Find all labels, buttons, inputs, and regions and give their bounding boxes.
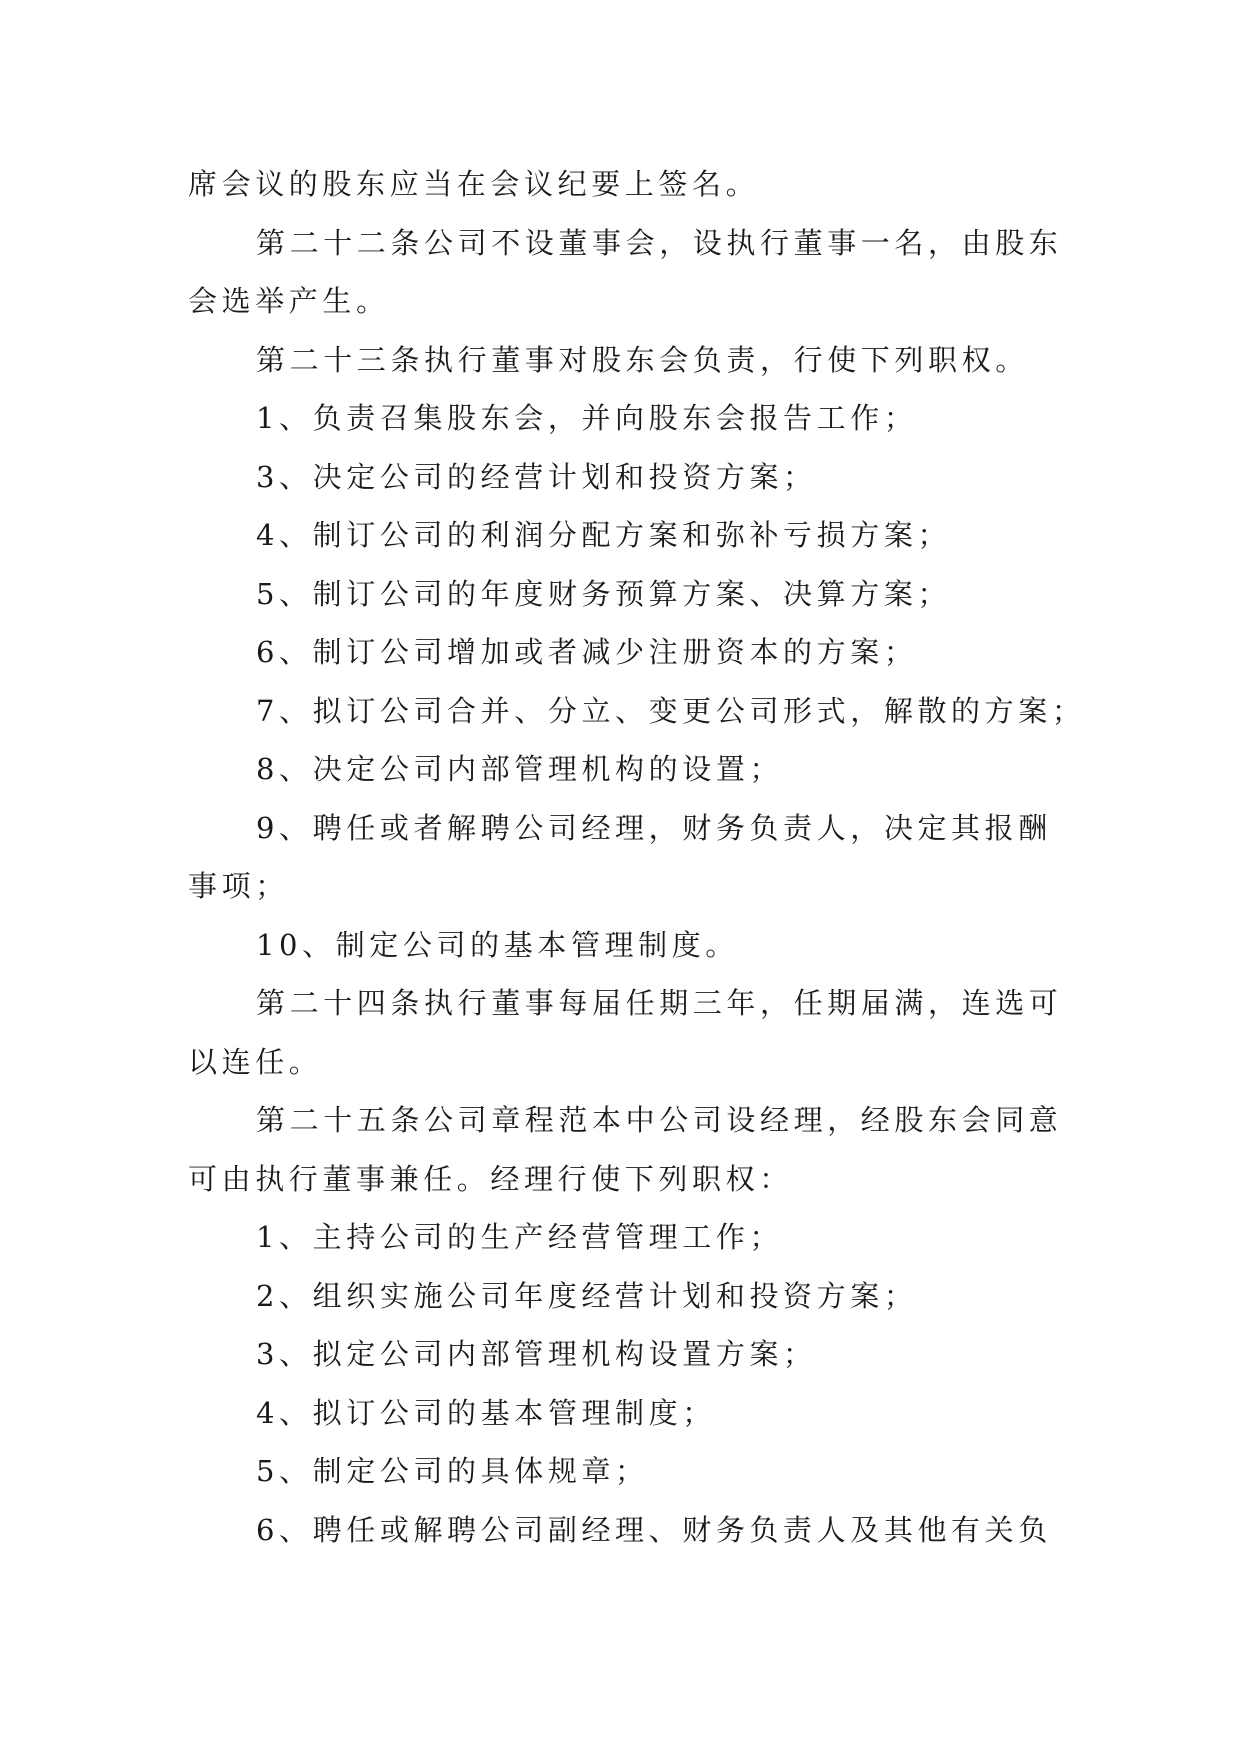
paragraph-line: 第二十四条执行董事每届任期三年，任期届满，连选可: [256, 986, 1063, 1020]
list-item: 7、拟订公司合并、分立、变更公司形式，解散的方案；: [256, 693, 1086, 728]
paragraph-line: 第二十五条公司章程范本中公司设经理，经股东会同意: [256, 1103, 1063, 1137]
list-item: 9、聘任或者解聘公司经理，财务负责人，决定其报酬: [256, 810, 1052, 845]
list-item: 3、决定公司的经营计划和投资方案；: [256, 459, 817, 494]
list-item: 10、制定公司的基本管理制度。: [256, 927, 739, 962]
list-item: 5、制定公司的具体规章；: [256, 1454, 649, 1488]
list-item: 6、聘任或解聘公司副经理、财务负责人及其他有关负: [256, 1512, 1052, 1547]
list-item: 3、拟定公司内部管理机构设置方案；: [256, 1337, 817, 1371]
list-item: 5、制订公司的年度财务预算方案、决算方案；: [256, 576, 952, 611]
paragraph-line: 席会议的股东应当在会议纪要上签名。: [188, 167, 760, 201]
document-body: [188, 155, 1086, 1559]
paragraph-line: 事项；: [188, 869, 289, 903]
paragraph-line: 会选举产生。: [188, 284, 390, 318]
list-item: 8、决定公司内部管理机构的设置；: [256, 752, 784, 786]
paragraph-line: 以连任。: [188, 1044, 323, 1079]
paragraph-line: 第二十二条公司不设董事会，设执行董事一名，由股东: [256, 225, 1063, 260]
list-item: 1、主持公司的生产经营管理工作；: [256, 1220, 784, 1254]
paragraph-line: 可由执行董事兼任。经理行使下列职权：: [188, 1161, 793, 1196]
list-item: 2、组织实施公司年度经营计划和投资方案；: [256, 1278, 918, 1313]
list-item: 6、制订公司增加或者减少注册资本的方案；: [256, 635, 918, 669]
list-item: 4、拟订公司的基本管理制度；: [256, 1395, 716, 1430]
list-item: 4、制订公司的利润分配方案和弥补亏损方案；: [256, 518, 952, 552]
list-item: 1、负责召集股东会，并向股东会报告工作；: [256, 401, 918, 435]
paragraph-line: 第二十三条执行董事对股东会负责，行使下列职权。: [256, 342, 1029, 377]
